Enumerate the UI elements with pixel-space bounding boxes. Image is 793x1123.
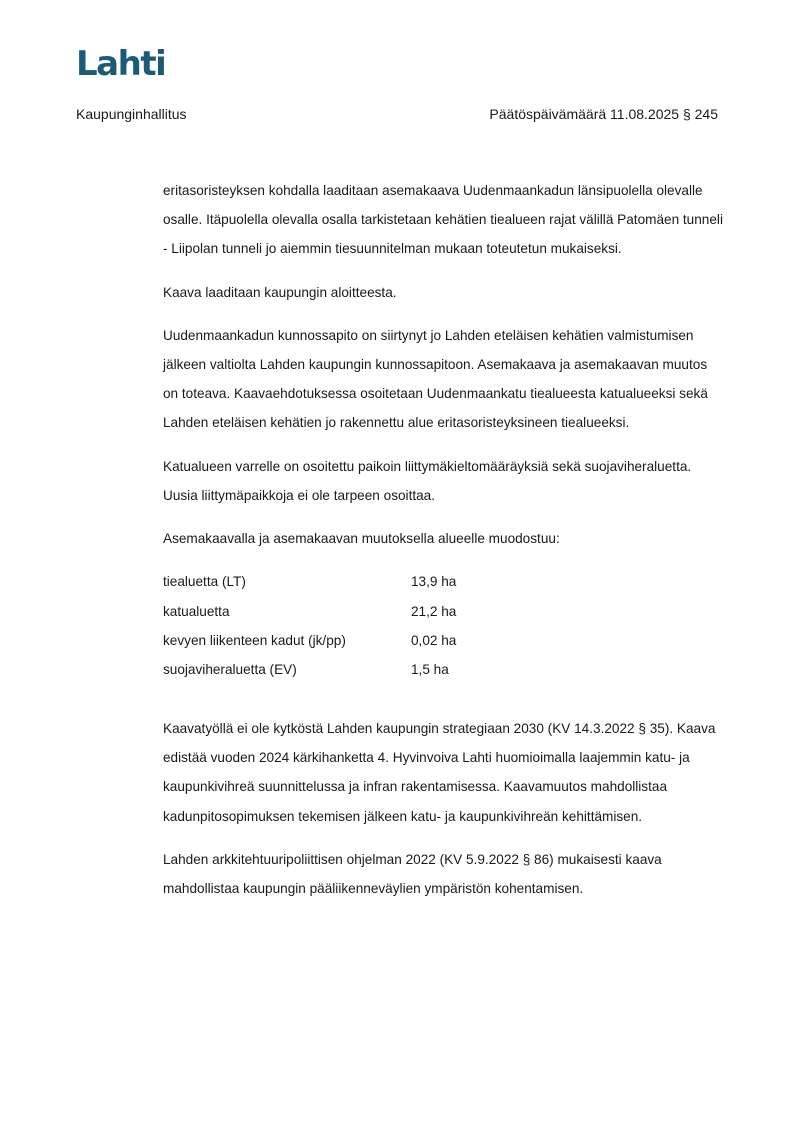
area-value: 21,2 ha	[411, 603, 457, 619]
area-name: tiealuetta (LT)	[163, 574, 246, 590]
area-name: suojaviheraluetta (EV)	[163, 661, 297, 677]
area-name: kevyen liikenteen kadut (jk/pp)	[163, 632, 346, 648]
area-value: 1,5 ha	[411, 661, 449, 677]
table-row	[163, 655, 456, 684]
area-name: katualuetta	[163, 603, 230, 619]
document-body	[163, 176, 723, 917]
paragraph-maintenance: Uudenmaankadun kunnossapito on siirtynyt jo Lahden eteläisen kehätien valmistumisen jälkeen valtiolta Lahden kaupungin kunnossapitoon. Asemakaava ja asemakaavan muutos on toteava. Kaavaehdotuksessa osoitetaan Uudenmaankatu tiealueesta katualueeksi sekä Lahden eteläisen kehätien jo rakennettu alue eritasoristeyksineen tiealueeksi.	[163, 327, 708, 431]
area-value: 0,02 ha	[411, 632, 457, 648]
area-table	[163, 567, 456, 684]
table-row	[163, 596, 456, 625]
organ-name: Kaupunginhallitus	[76, 106, 187, 122]
lahti-logo: Lahti	[76, 44, 166, 84]
area-value: 13,9 ha	[411, 574, 457, 590]
paragraph-initiative: Kaava laaditaan kaupungin aloitteesta.	[163, 284, 397, 300]
paragraph-areas-intro: Asemakaavalla ja asemakaavan muutoksella alueelle muodostuu:	[163, 531, 560, 547]
decision-date: Päätöspäivämäärä 11.08.2025 § 245	[489, 106, 718, 122]
table-row	[163, 567, 456, 596]
paragraph-access-restrictions: Katualueen varrelle on osoitettu paikoin liittymäkieltomääräyksiä sekä suojaviheraluetta. Uusia liittymäpaikkoja ei ole tarpeen osoittaa.	[163, 458, 692, 503]
paragraph-architecture-policy: Lahden arkkitehtuuripoliittisen ohjelman 2022 (KV 5.9.2022 § 86) mukaisesti kaava mahdollistaa kaupungin pääliikenneväylien ympäristön kohentamisen.	[163, 851, 662, 896]
paragraph-strategy: Kaavatyöllä ei ole kytköstä Lahden kaupungin strategiaan 2030 (KV 14.3.2022 § 35). Kaava edistää vuoden 2024 kärkihanketta 4. Hyvinvoiva Lahti huomioimalla laajemmin katu- ja kaupunkivihreä suunnittelussa ja infran rakentamisessa. Kaavamuutos mahdollistaa kadunpitosopimuksen tekemisen jälkeen katu- ja kaupunkivihreän kehittämisen.	[163, 720, 716, 824]
paragraph-zoning-description: eritasoristeyksen kohdalla laaditaan asemakaava Uudenmaankadun länsipuolella olevalle osalle. Itäpuolella olevalla osalla tarkistetaan kehätien tiealueen rajat välillä Patomäen tunneli - Liipolan tunneli jo aiemmin tiesuunnitelman mukaan toteutetun mukaiseksi.	[163, 183, 723, 257]
table-row	[163, 626, 456, 655]
